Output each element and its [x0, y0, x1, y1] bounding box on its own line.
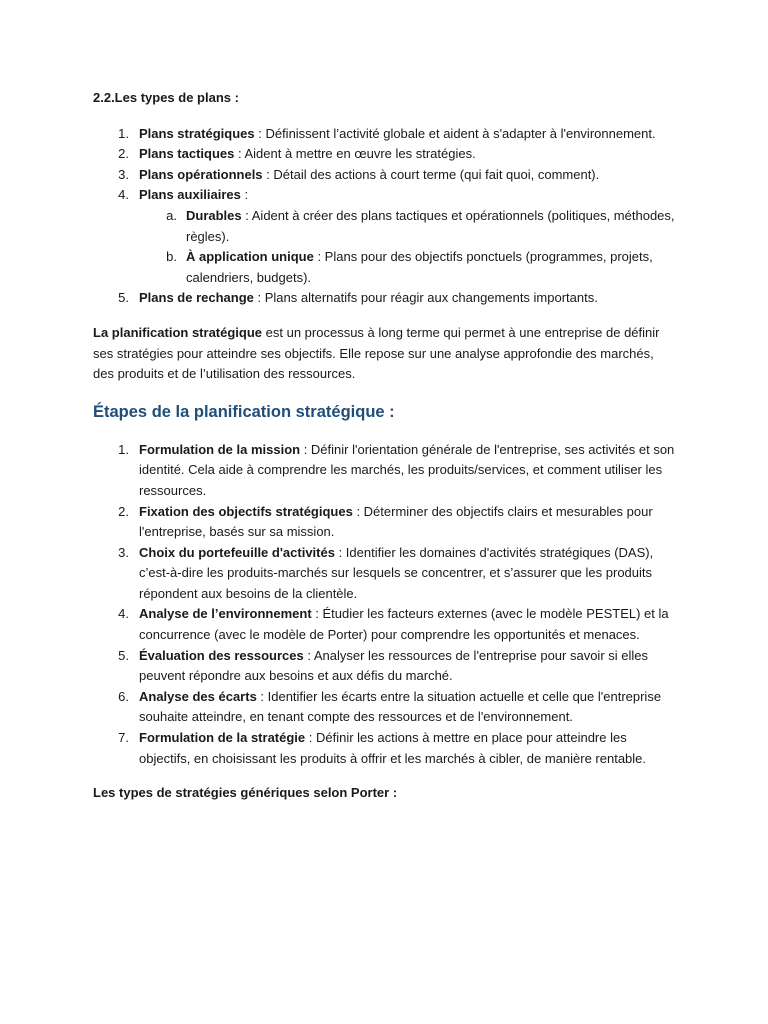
paragraph-term: La planification stratégique	[93, 324, 263, 340]
item-text: :	[240, 187, 249, 203]
item-text: : Définissent l’activité globale et aident à s'adapter à l'environnement.	[254, 125, 656, 141]
item-text: : Aident à mettre en œuvre les stratégies.	[234, 146, 476, 162]
list-item	[93, 185, 678, 288]
list-number: 3.	[118, 544, 129, 560]
intro-paragraph	[93, 323, 678, 385]
list-number: 1.	[118, 441, 129, 457]
item-term: Durables	[186, 207, 242, 223]
list-item	[93, 288, 678, 309]
list-number: 4.	[118, 606, 129, 622]
list-item	[93, 440, 678, 502]
item-text: : Plans alternatifs pour réagir aux changements importants.	[253, 290, 598, 306]
list-letter: a.	[166, 207, 177, 223]
porter-heading: Les types de stratégies génériques selon Porter :	[93, 785, 398, 801]
item-text: : Détail des actions à court terme (qui fait quoi, comment).	[262, 166, 600, 182]
item-term: Formulation de la mission	[139, 441, 301, 457]
steps-list	[93, 440, 678, 770]
list-number: 5.	[118, 290, 129, 306]
item-text: : Analyser les ressources de l'entreprise pour savoir si elles peuvent répondre aux besoins et aux défis du marché.	[139, 647, 648, 684]
item-term: Formulation de la stratégie	[139, 730, 306, 746]
list-number: 5.	[118, 647, 129, 663]
list-number: 2.	[118, 146, 129, 162]
list-number: 3.	[118, 166, 129, 182]
list-number: 1.	[118, 125, 129, 141]
item-term: Évaluation des ressources	[139, 647, 304, 663]
item-term: Analyse de l’environnement	[139, 606, 312, 622]
item-text: : Déterminer des objectifs clairs et mesurables pour l'entreprise, basés sur sa mission.	[139, 503, 653, 540]
list-item	[93, 687, 678, 728]
list-item	[93, 144, 678, 165]
list-number: 6.	[118, 688, 129, 704]
item-text: : Étudier les facteurs externes (avec le modèle PESTEL) et la concurrence (avec le modèle de Porter) pour comprendre les opportunités et menaces.	[139, 606, 669, 643]
list-number: 2.	[118, 503, 129, 519]
item-text: : Identifier les domaines d'activités stratégiques (DAS), c’est-à-dire les produits-marchés sur lesquels se concentrer, et s’assurer que les produits répondent aux besoins de la clientèle.	[139, 544, 654, 601]
list-item	[93, 646, 678, 687]
item-term: Plans auxiliaires	[139, 187, 241, 203]
list-number: 7.	[118, 730, 129, 746]
list-item	[93, 543, 678, 605]
section-heading-plan-types: 2.2.Les types de plans :	[93, 90, 239, 105]
list-item	[93, 502, 678, 543]
item-term: Plans tactiques	[139, 146, 235, 162]
auxiliary-plans-sublist	[93, 206, 678, 288]
list-item	[93, 604, 678, 645]
list-item	[93, 165, 678, 186]
paragraph-text: est un processus à long terme qui permet à une entreprise de définir ses stratégies pour atteindre ses objectifs. Elle repose sur une analyse approfondie des marchés, des produits et de l’utilisation des ressources.	[93, 324, 660, 382]
document-body	[93, 88, 678, 804]
item-text: : Identifier les écarts entre la situation actuelle et celle que l'entreprise souhaite atteindre, en tenant compte des ressources et de l'environnement.	[139, 688, 662, 725]
item-text: : Définir l'orientation générale de l'entreprise, ses activités et son identité. Cela aide à comprendre les marchés, les produits/services, et comment utiliser les ressources.	[139, 441, 675, 498]
list-number: 4.	[118, 187, 129, 203]
item-term: Plans stratégiques	[139, 125, 255, 141]
list-letter: b.	[166, 249, 177, 265]
item-text: : Aident à créer des plans tactiques et opérationnels (politiques, méthodes, règles).	[186, 207, 675, 244]
plan-types-list	[93, 124, 678, 309]
sub-list-item	[93, 206, 678, 247]
item-term: Fixation des objectifs stratégiques	[139, 503, 353, 519]
list-item	[93, 124, 678, 145]
item-term: Analyse des écarts	[139, 688, 257, 704]
item-term: Plans opérationnels	[139, 166, 263, 182]
item-term: À application unique	[186, 249, 314, 265]
item-text: : Plans pour des objectifs ponctuels (programmes, projets, calendriers, budgets).	[186, 249, 653, 285]
sub-list-item	[93, 247, 678, 288]
steps-heading: Étapes de la planification stratégique :	[93, 402, 395, 421]
item-term: Choix du portefeuille d'activités	[139, 544, 335, 560]
list-item	[93, 728, 678, 769]
item-text: : Définir les actions à mettre en place pour atteindre les objectifs, en choisissant les produits à offrir et les marchés à cibler, de manière rentable.	[139, 730, 647, 766]
item-term: Plans de rechange	[139, 290, 254, 306]
